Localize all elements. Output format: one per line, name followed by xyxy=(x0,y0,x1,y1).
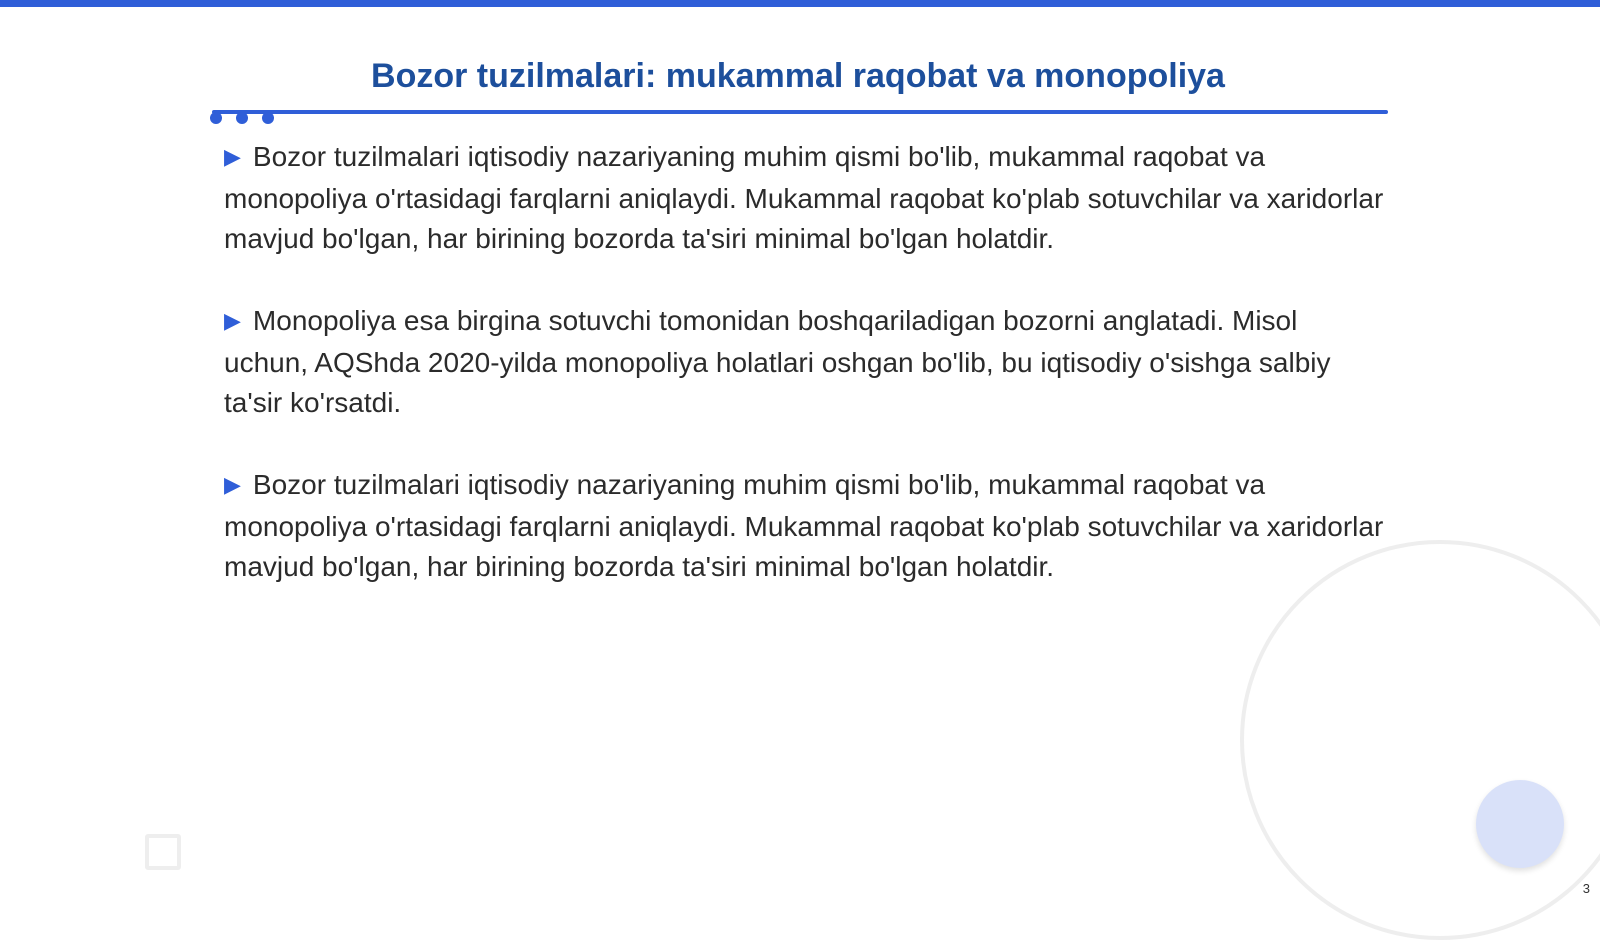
triangle-bullet-icon: ▶ xyxy=(224,144,241,169)
underline-dot xyxy=(210,112,222,124)
top-accent-bar xyxy=(0,0,1600,7)
decorative-square xyxy=(145,834,181,870)
underline-dot xyxy=(262,112,274,124)
title-underline xyxy=(212,110,1388,114)
bullet-paragraph xyxy=(224,465,1384,587)
triangle-bullet-icon: ▶ xyxy=(224,308,241,333)
bullet-text: Bozor tuzilmalari iqtisodiy nazariyaning muhim qismi bo'lib, mukammal raqobat va monopoliya o'rtasidagi farqlarni aniqlaydi. Mukammal raqobat ko'plab sotuvchilar va xaridorlar mavjud bo'lgan, har birining bozorda ta'siri minimal bo'lgan holatdir. xyxy=(224,469,1384,582)
bullet-paragraph xyxy=(224,137,1384,259)
underline-dot xyxy=(236,112,248,124)
bullet-paragraph xyxy=(224,301,1384,423)
slide-body xyxy=(224,137,1384,629)
bullet-text: Bozor tuzilmalari iqtisodiy nazariyaning muhim qismi bo'lib, mukammal raqobat va monopoliya o'rtasidagi farqlarni aniqlaydi. Mukammal raqobat ko'plab sotuvchilar va xaridorlar mavjud bo'lgan, har birining bozorda ta'siri minimal bo'lgan holatdir. xyxy=(224,141,1384,254)
slide-title: Bozor tuzilmalari: mukammal raqobat va monopoliya xyxy=(371,57,1225,95)
page-number: 3 xyxy=(1582,881,1590,896)
decorative-circle xyxy=(1476,780,1564,868)
triangle-bullet-icon: ▶ xyxy=(224,472,241,497)
bullet-text: Monopoliya esa birgina sotuvchi tomonidan boshqariladigan bozorni anglatadi. Misol uchun, AQShda 2020-yilda monopoliya holatlari oshgan bo'lib, bu iqtisodiy o'sishga salbiy ta'sir ko'rsatdi. xyxy=(224,305,1331,418)
